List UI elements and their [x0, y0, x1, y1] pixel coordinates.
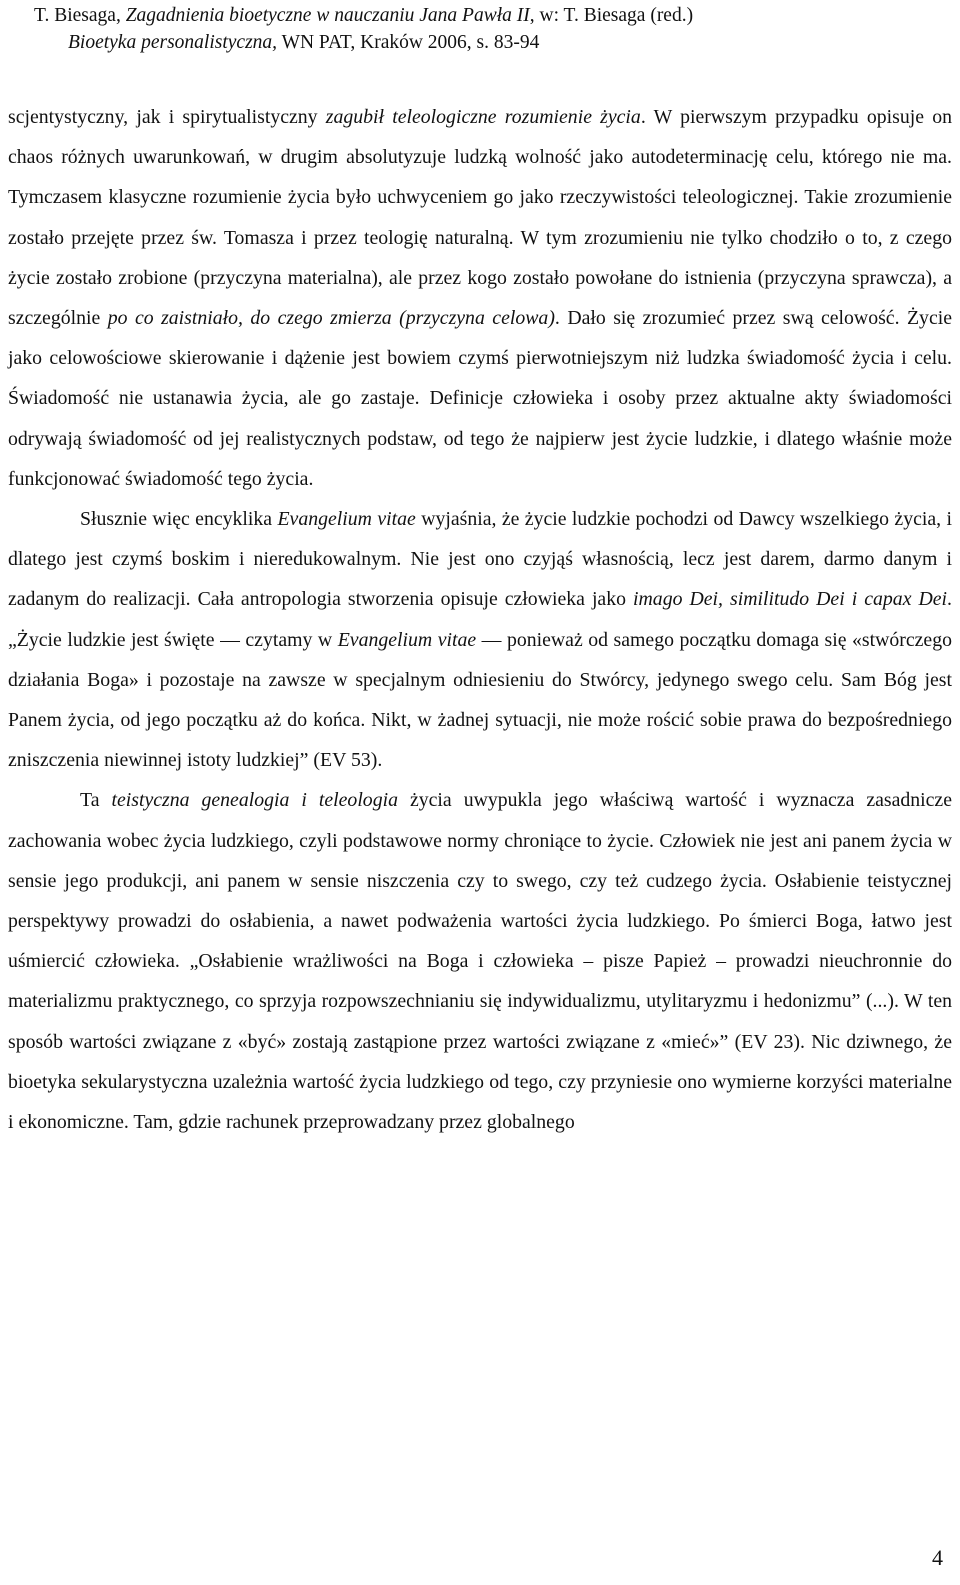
text-run: . „Życie ludzkie jest święte — czytamy w — [8, 588, 952, 651]
header-author: T. Biesaga, — [34, 5, 126, 26]
header-publisher: WN PAT, Kraków 2006, s. 83-94 — [277, 32, 540, 53]
italic-text: po co zaistniało, do czego zmierza (przyczyna celowa) — [107, 307, 555, 330]
text-run: Ta — [80, 789, 112, 812]
text-run: . W pierwszym przypadku opisuje on chaos różnych uwarunkowań, w drugim absolutyzuje ludzką wolność jako autodeterminację celu, którego nie ma. Tymczasem klasyczne rozumienie życia było uchwyceniem go jako rzeczywistości teleologicznej. Takie zrozumienie zostało przejęte przez św. Tomasza i przez teologię naturalną. W tym zrozumieniu nie tylko chodziło o to, z czego życie zostało zrobione (przyczyna materialna), ale przez kogo zostało powołane do istnienia (przyczyna sprawcza), a szczególnie — [8, 106, 952, 330]
italic-text: teistyczna genealogia i teleologia — [111, 789, 398, 812]
body-text — [8, 97, 952, 1142]
text-run: wyjaśnia, że życie ludzkie pochodzi od Dawcy wszelkiego życia, i dlatego jest czymś boskim i nieredukowalnym. Nie jest ono czyjąś własnością, lecz jest darem, darmo danym i zadanym do realizacji. Cała antropologia stworzenia opisuje człowieka jako — [8, 508, 952, 611]
italic-text: imago Dei, similitudo Dei i capax Dei — [633, 588, 948, 611]
page-number: 4 — [932, 1545, 943, 1570]
italic-text: zagubił teleologiczne rozumienie życia — [325, 106, 641, 128]
italic-text: Evangelium vitae — [337, 628, 477, 651]
text-run: życia uwypukla jego właściwą wartość i wyznacza zasadnicze zachowania wobec życia ludzkiego, czyli podstawowe normy chroniące to życie. Człowiek nie jest ani panem życia w sensie jego produkcji, ani panem w sensie niszczenia czy to swego, czy też cudzego życia. Osłabienie teistycznej perspektywy prowadzi do osłabienia, a nawet podważenia wartości życia ludzkiego. Po śmierci Boga, łatwo jest uśmiercić człowieka. „Osłabienie wrażliwości na Boga i człowieka – pisze Papież – prowadzi nieuchronnie do materializmu praktycznego, co sprzyja rozpowszechnianiu się indywidualizmu, utylitaryzmu i hedonizmu” (...). W ten sposób wartości związane z «być» zostają zastąpione przez wartości związane z «mieć»” (EV 23). Nic dziwnego, że bioetyka sekularystyczna uzależnia wartość życia ludzkiego od tego, czy przyniesie ono wymierne korzyści materialne i ekonomiczne. Tam, gdzie rachunek przeprowadzany przez globalnego — [8, 789, 952, 1134]
bibliographic-header — [34, 2, 934, 56]
text-run: Słusznie więc encyklika — [80, 508, 278, 531]
paragraph — [8, 780, 952, 1142]
header-title: Zagadnienia bioetyczne w nauczaniu Jana Pawła II — [125, 5, 530, 26]
header-line-2 — [34, 29, 934, 56]
text-run: — ponieważ od samego początku domaga się «stwórczego działania Boga» i pozostaje na zawsze w specjalnym odniesieniu do Stwórcy, jedynego swego celu. Sam Bóg jest Panem życia, od jego początku aż do końca. Nikt, w żadnej sytuacji, nie może rościć sobie prawa do bezpośredniego zniszczenia niewinnej istoty ludzkiej” (EV 53). — [8, 628, 952, 772]
italic-text: Evangelium vitae — [277, 508, 416, 531]
paragraph — [8, 97, 952, 499]
text-run: . Dało się zrozumieć przez swą celowość. Życie jako celowościowe skierowanie i dążenie jest bowiem czymś pierwotniejszym niż ludzka świadomość życia i celu. Świadomość nie ustanawia życia, ale go zastaje. Definicje człowieka i osoby przez aktualne akty świadomości odrywają świadomość od jej realistycznych podstaw, od tego że najpierw jest życie ludzkie, i dlatego właśnie może funkcjonować świadomość tego życia. — [8, 307, 952, 490]
header-editor: , w: T. Biesaga (red.) — [529, 5, 694, 26]
paragraph — [8, 499, 952, 780]
header-line-1 — [34, 2, 934, 29]
header-book-title: Bioetyka personalistyczna, — [68, 32, 278, 53]
text-run: scjentystyczny, jak i spirytualistyczny — [8, 106, 326, 128]
